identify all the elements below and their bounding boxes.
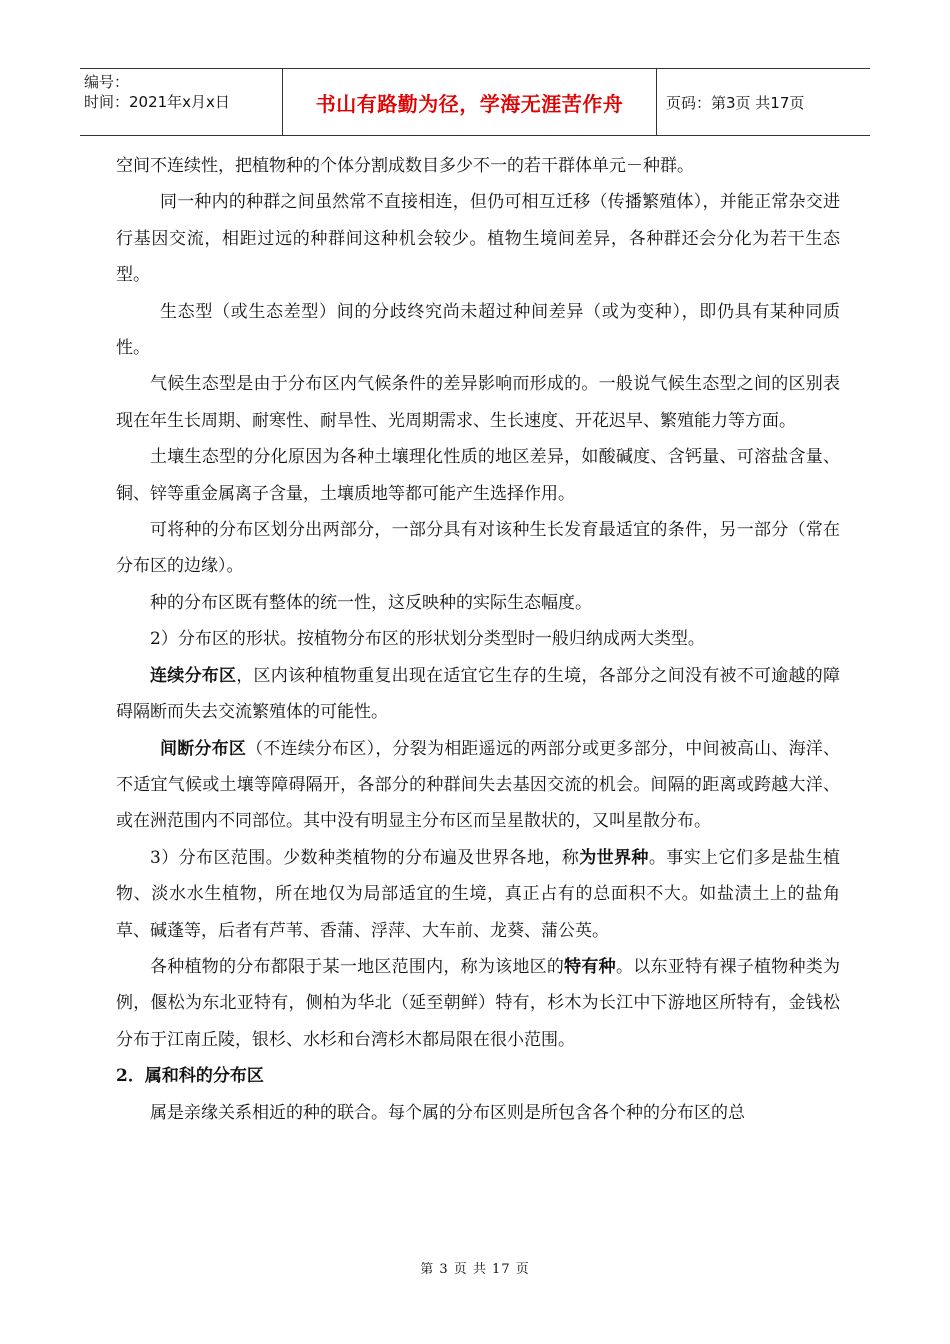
- paragraph: 2）分布区的形状。按植物分布区的形状划分类型时一般归纳成两大类型。: [150, 629, 705, 650]
- paragraph: [116, 658, 840, 731]
- paragraph-text: 。以东亚特有裸子植物种类为例，偃松为东北亚特有，侧柏为华北（延至朝鲜）特有，杉木为长江中下游地区所特有，金钱松分布于江南丘陵，银杉、水杉和台湾杉木都局限在很小范围。: [116, 956, 841, 1050]
- paragraph: 属是亲缘关系相近的种的联合。每个属的分布区则是所包含各个种的分布区的总: [150, 1102, 745, 1123]
- paragraph: 空间不连续性，把植物种的个体分割成数目多少不一的若干群体单元－种群。: [116, 156, 694, 176]
- term-disjunct-range: 间断分布区: [160, 738, 247, 759]
- document-body: [116, 148, 840, 1131]
- paragraph: 可将种的分布区划分出两部分，一部分具有对该种生长发育最适宜的条件，另一部分（常在分布区的边缘）。: [116, 520, 840, 577]
- paragraph-text: 3）分布区范围。少数种类植物的分布遍及世界各地，称: [150, 847, 580, 868]
- header-page-label: 页码：第3页 共17页: [666, 94, 805, 112]
- paragraph: [116, 731, 840, 840]
- paragraph-text: 。事实上它们多是盐生植物、淡水水生植物，所在地仅为局部适宜的生境，真正占有的总面积不大。如盐渍土上的盐角草、碱蓬等，后者有芦苇、香蒲、浮萍、大车前、龙葵、蒲公英。: [116, 847, 841, 941]
- number-label: 编号：: [84, 73, 130, 91]
- page-header: [80, 68, 870, 136]
- paragraph: 生态型（或生态差型）间的分歧终究尚未超过种间差异（或为变种），即仍具有某种同质性。: [116, 301, 840, 359]
- time-label: 时间：2021年x月x日: [84, 93, 230, 111]
- paragraph: [116, 949, 840, 1058]
- term-continuous-range: 连续分布区: [150, 665, 237, 686]
- paragraph-text: 各种植物的分布都限于某一地区范围内，称为该地区的: [150, 956, 565, 977]
- paragraph: 同一种内的种群之间虽然常不直接相连，但仍可相互迁移（传播繁殖体），并能正常杂交进行基因交流，相距过远的种群间这种机会较少。植物生境间差异，各种群还会分化为若干生态型。: [116, 192, 840, 286]
- paragraph: 气候生态型是由于分布区内气候条件的差异影响而形成的。一般说气候生态型之间的区别表现在年生长周期、耐寒性、耐旱性、光周期需求、生长速度、开花迟早、繁殖能力等方面。: [116, 374, 840, 431]
- term-cosmopolitan: 为世界种: [579, 847, 649, 868]
- paragraph-text: ，区内该种植物重复出现在适宜它生存的生境，各部分之间没有被不可逾越的障碍隔断而失去交流繁殖体的可能性。: [116, 665, 841, 723]
- section-heading: 2．属和科的分布区: [116, 1066, 264, 1087]
- header-meta: [84, 72, 230, 112]
- paragraph: [116, 840, 840, 949]
- page-footer: 第 3 页 共 17 页: [420, 1262, 530, 1277]
- paragraph: 土壤生态型的分化原因为各种土壤理化性质的地区差异，如酸碱度、含钙量、可溶盐含量、铜、锌等重金属离子含量，土壤质地等都可能产生选择作用。: [116, 447, 840, 504]
- term-endemic: 特有种: [564, 956, 616, 977]
- header-motto: 书山有路勤为径，学海无涯苦作舟: [282, 69, 657, 135]
- paragraph: 种的分布区既有整体的统一性，这反映种的实际生态幅度。: [150, 592, 592, 613]
- paragraph-text: （不连续分布区），分裂为相距遥远的两部分或更多部分，中间被高山、海洋、不适宜气候或土壤等障碍隔开，各部分的种群间失去基因交流的机会。间隔的距离或跨越大洋、或在洲范围内不同部位。其中没有明显主分布区而呈星散状的，又叫星散分布。: [116, 738, 841, 832]
